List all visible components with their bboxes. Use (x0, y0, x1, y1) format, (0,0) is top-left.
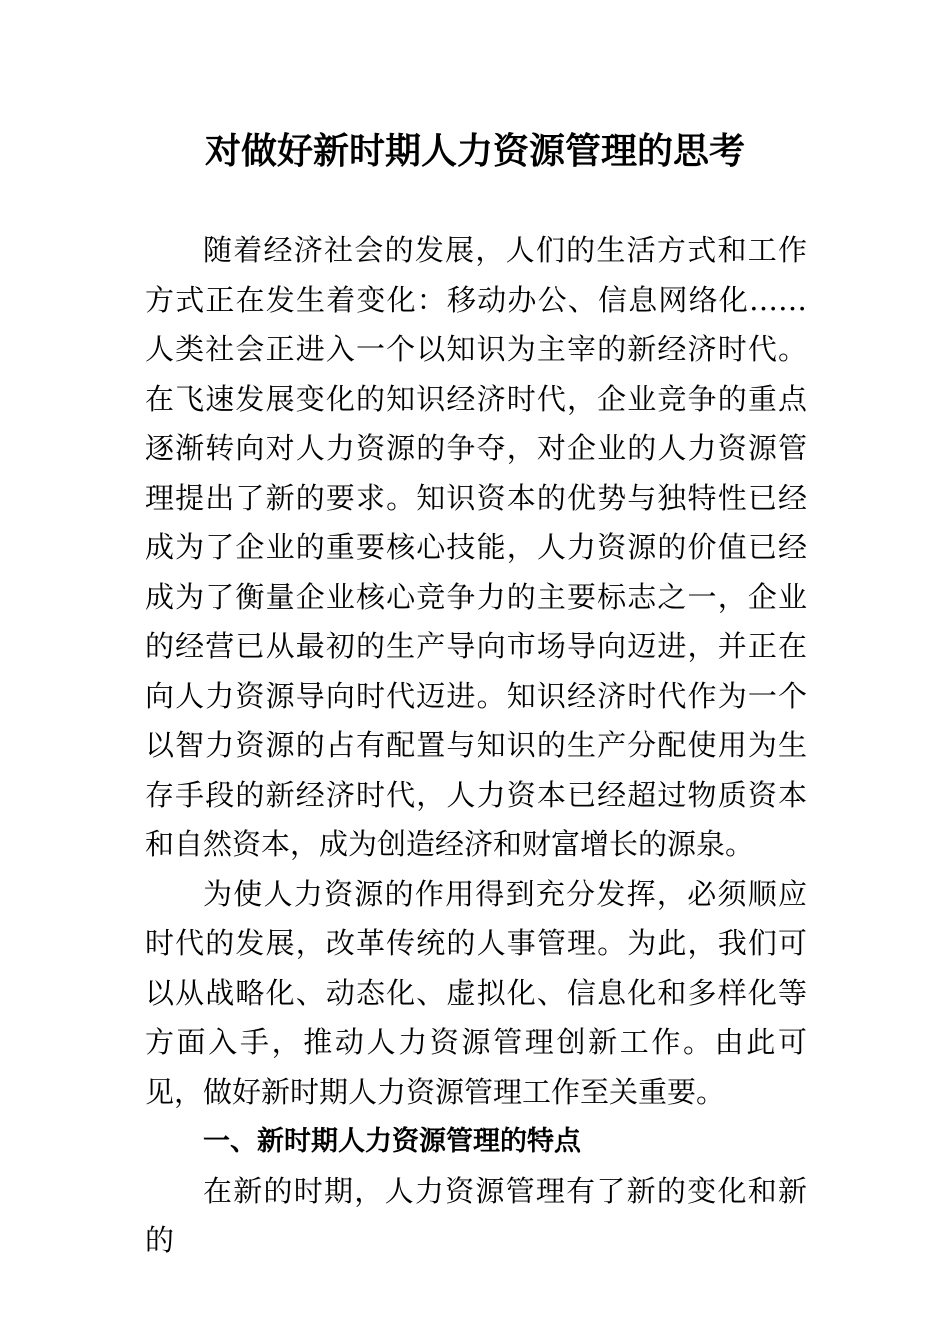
document-title: 对做好新时期人力资源管理的思考 (204, 131, 745, 172)
paragraph-intro: 随着经济社会的发展，人们的生活方式和工作方式正在发生着变化：移动办公、信息网络化……人类社会正进入一个以知识为主宰的新经济时代。在飞速发展变化的知识经济时代，企业竞争的重点逐渐转向对人力资源的争夺，对企业的人力资源管理提出了新的要求。知识资本的优势与独特性已经成为了企业的重要核心技能，人力资源的价值已经成为了衡量企业核心竞争力的主要标志之一，企业的经营已从最初的生产导向市场导向迈进，并正在向人力资源导向时代迈进。知识经济时代作为一个以智力资源的占有配置与知识的生产分配使用为生存手段的新经济时代，人力资本已经超过物质资本和自然资本，成为创造经济和财富增长的源泉。 (145, 233, 807, 861)
paragraph-section-start: 在新的时期，人力资源管理有了新的变化和新的 (145, 1173, 807, 1257)
section-heading: 一、新时期人力资源管理的特点 (203, 1126, 581, 1157)
paragraph-purpose: 为使人力资源的作用得到充分发挥，必须顺应时代的发展，改革传统的人事管理。为此，我们可以从战略化、动态化、虚拟化、信息化和多样化等方面入手，推动人力资源管理创新工作。由此可见，做好新时期人力资源管理工作至关重要。 (145, 876, 807, 1109)
document-body (145, 226, 807, 1266)
